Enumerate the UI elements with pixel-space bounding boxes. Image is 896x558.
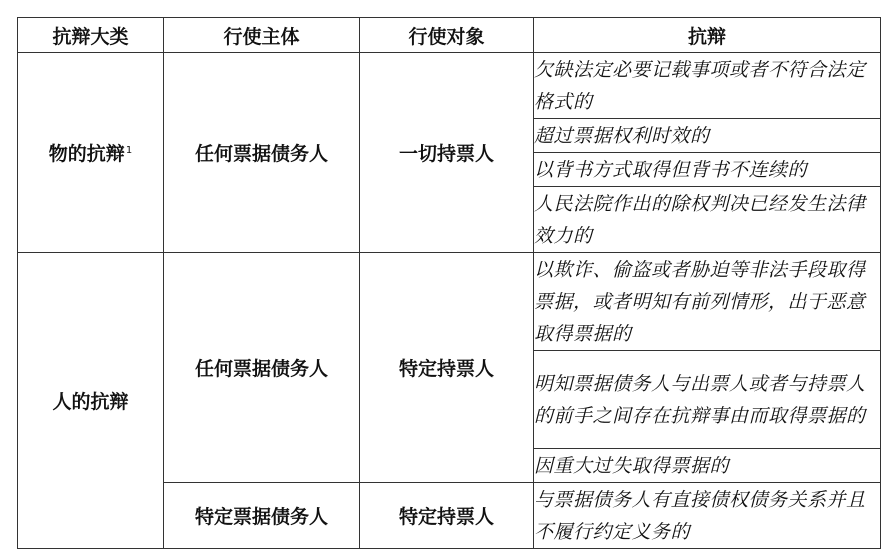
table-row (18, 253, 881, 351)
header-object: 行使对象 (360, 18, 534, 53)
header-row (18, 18, 881, 53)
object-cell: 一切持票人 (360, 53, 534, 253)
defense-cell: 与票据债务人有直接债权债务关系并且不履行约定义务的 (534, 483, 881, 549)
defense-cell: 以欺诈、偷盗或者胁迫等非法手段取得票据，或者明知有前列情形，出于恶意取得票据的 (534, 253, 881, 351)
defense-cell: 明知票据债务人与出票人或者与持票人的前手之间存在抗辩事由而取得票据的 (534, 351, 881, 449)
category-label: 物的抗辩 (48, 143, 125, 165)
defenses-table (17, 17, 881, 549)
subject-cell: 任何票据债务人 (164, 53, 360, 253)
category-cell-personal-defense: 人的抗辩 (18, 253, 164, 549)
defense-cell: 人民法院作出的除权判决已经发生法律效力的 (534, 187, 881, 253)
object-cell: 特定持票人 (360, 483, 534, 549)
category-cell-real-defense (18, 53, 164, 253)
object-cell: 特定持票人 (360, 253, 534, 483)
subject-cell: 任何票据债务人 (164, 253, 360, 483)
defense-cell: 以背书方式取得但背书不连续的 (534, 153, 881, 187)
header-defense: 抗辩 (534, 18, 881, 53)
defense-cell: 因重大过失取得票据的 (534, 449, 881, 483)
defense-cell: 超过票据权利时效的 (534, 119, 881, 153)
header-subject: 行使主体 (164, 18, 360, 53)
table-row (18, 53, 881, 119)
footnote-marker: 1 (125, 144, 133, 156)
defense-cell: 欠缺法定必要记载事项或者不符合法定格式的 (534, 53, 881, 119)
header-category: 抗辩大类 (18, 18, 164, 53)
subject-cell: 特定票据债务人 (164, 483, 360, 549)
